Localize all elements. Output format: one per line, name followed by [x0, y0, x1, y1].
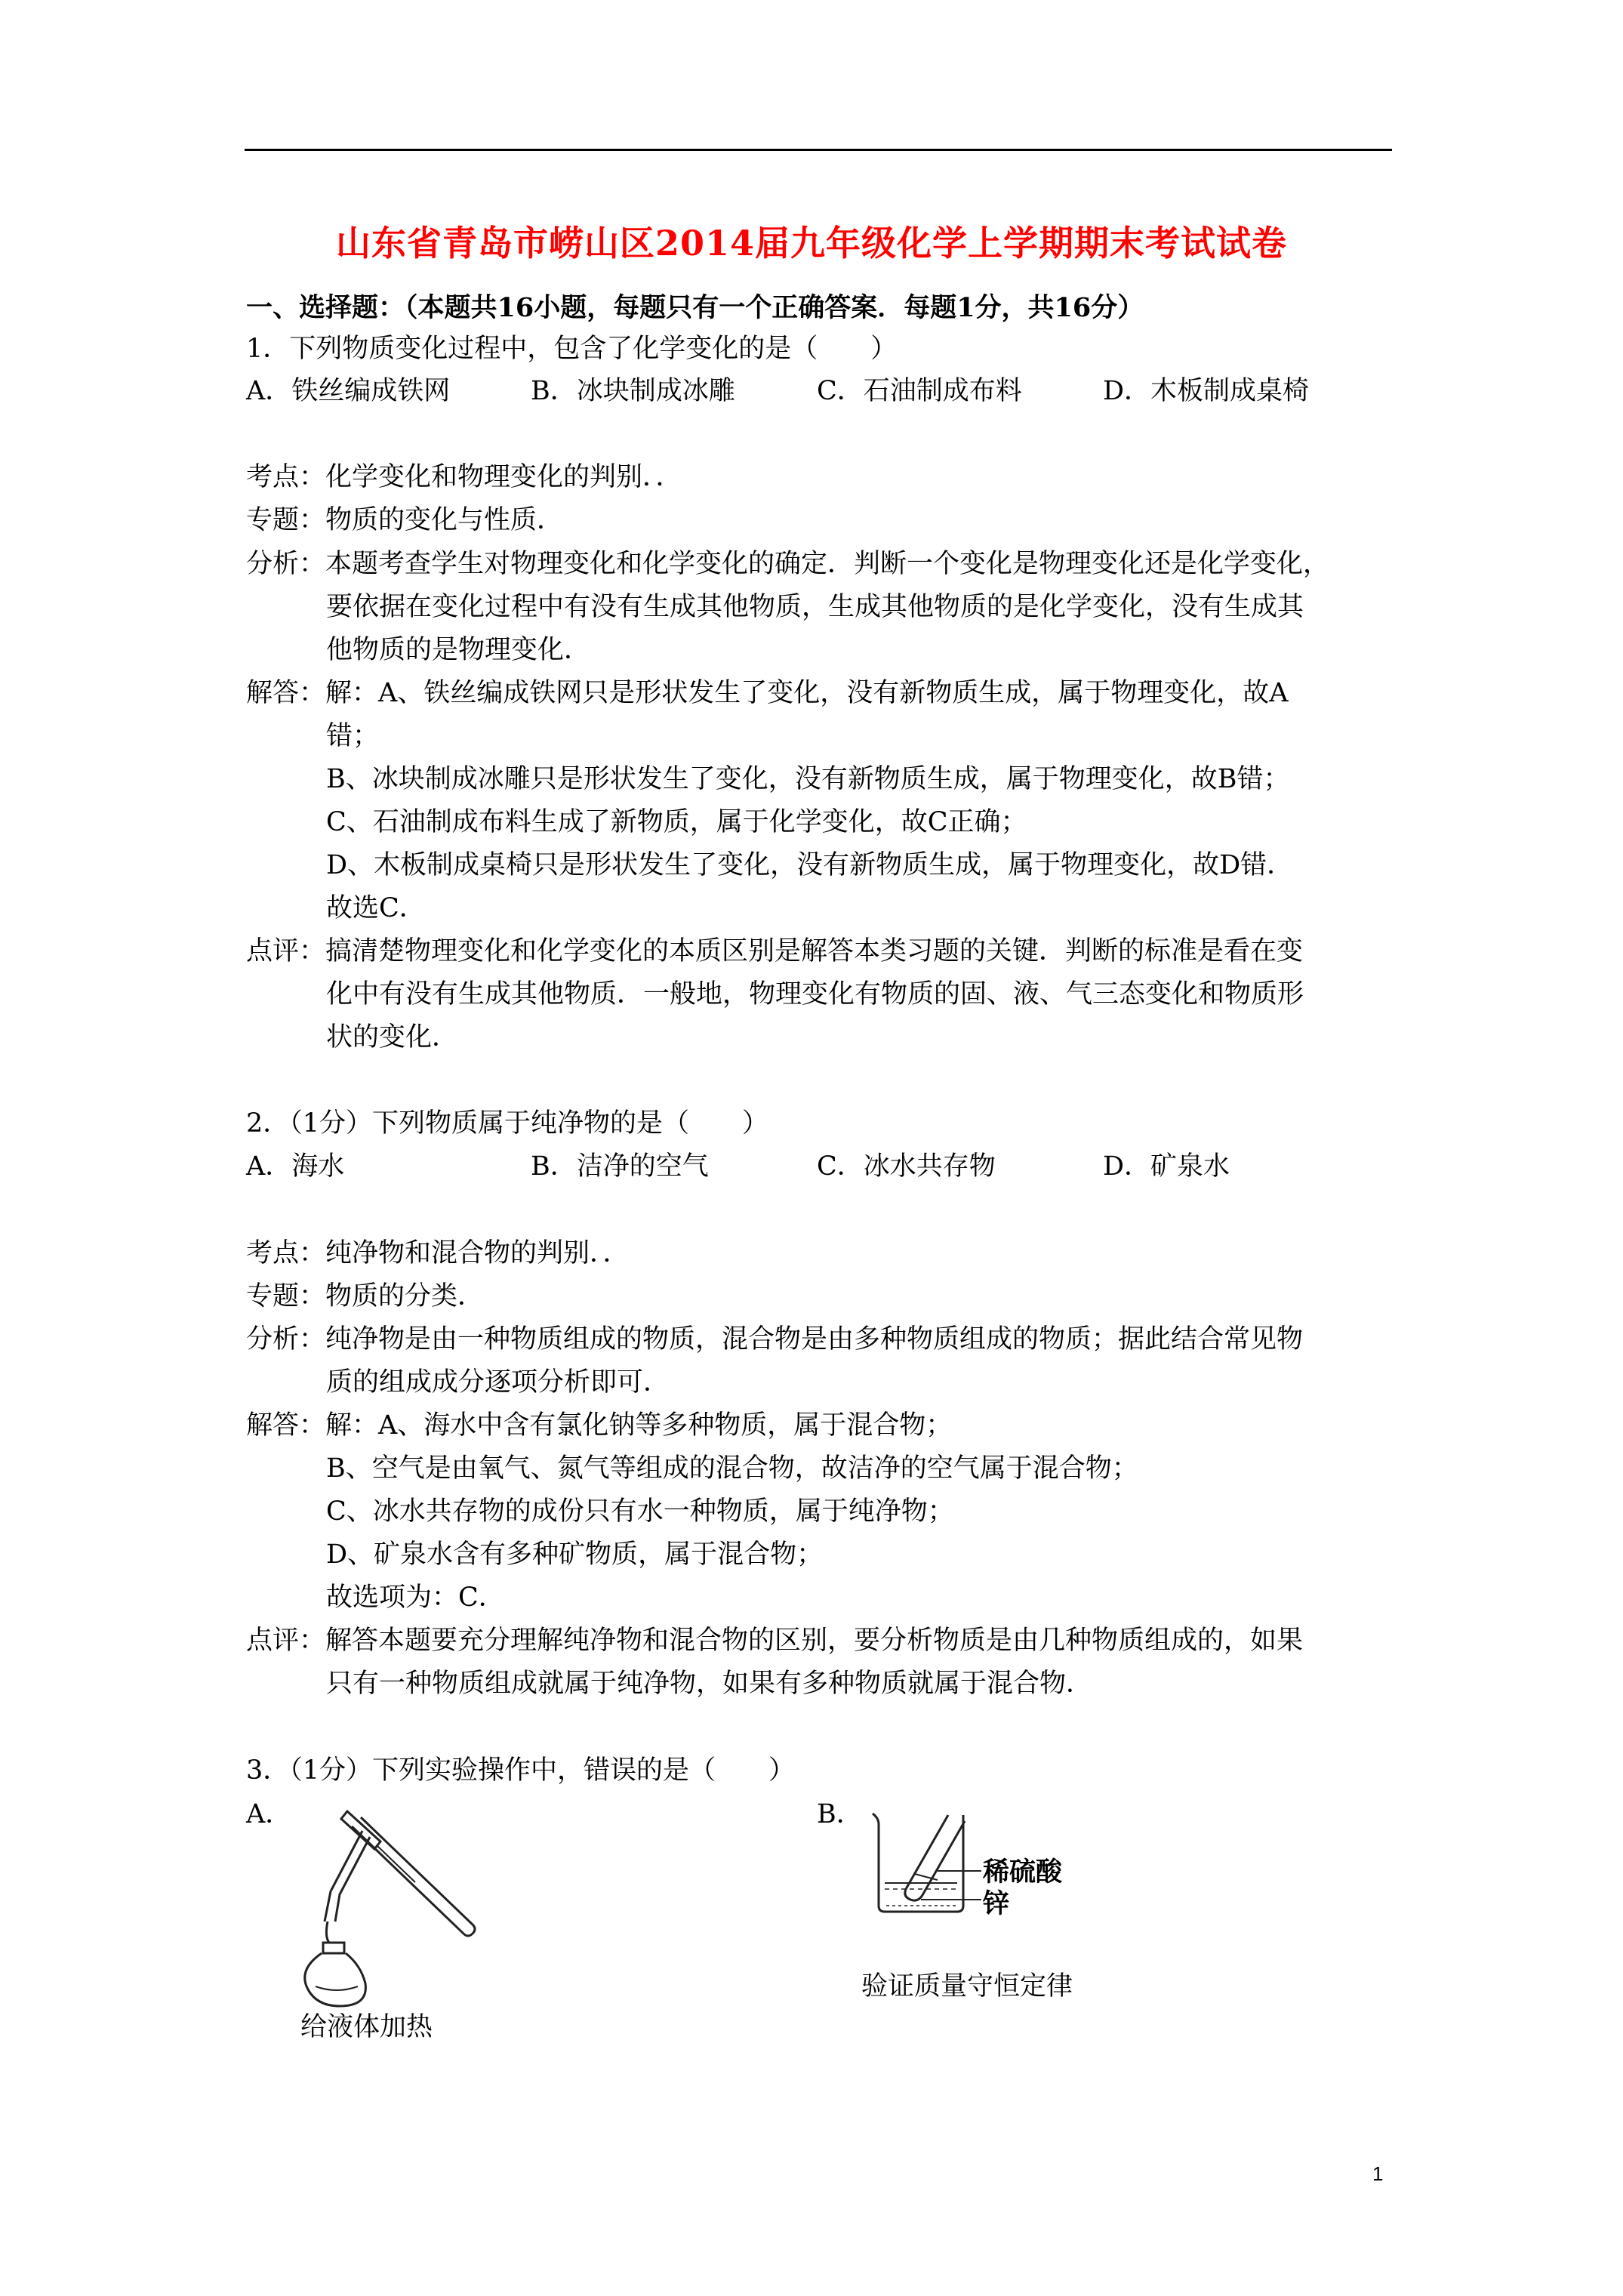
label-dilute-sulfuric-acid: 稀硫酸: [983, 1857, 1063, 1888]
q2-fenxi-line2: 质的组成成分逐项分析即可．: [326, 1367, 670, 1398]
q1-fenxi-line1: 分析：本题考查学生对物理变化和化学变化的确定．判断一个变化是物理变化还是化学变化，: [246, 549, 1330, 579]
q1-jieda-line3: B、冰块制成冰雕只是形状发生了变化，没有新物质生成，属于物理变化，故B错；: [326, 764, 1290, 794]
heating-liquid-figure: [302, 1808, 483, 2012]
q2-option-d: D．矿泉水: [1103, 1151, 1230, 1182]
beaker: [873, 1814, 963, 1912]
q2-option-b: B．洁净的空气: [531, 1151, 709, 1182]
q1-fenxi-line2: 要依据在变化过程中有没有生成其他物质，生成其他物质的是化学变化，没有生成其: [326, 592, 1304, 622]
page-title: 山东省青岛市崂山区2014届九年级化学上学期期末考试试卷: [335, 223, 1288, 264]
q2-stem: 2．（1分）下列物质属于纯净物的是（ ）: [246, 1108, 769, 1139]
q1-option-a: A．铁丝编成铁网: [246, 376, 451, 406]
test-tube: [352, 1817, 475, 1936]
q1-jieda-line5: D、木板制成桌椅只是形状发生了变化，没有新物质生成，属于物理变化，故D错．: [326, 850, 1294, 880]
q3-stem: 3．（1分）下列实验操作中，错误的是（ ）: [246, 1755, 796, 1786]
q2-jieda-line3: C、冰水共存物的成份只有水一种物质，属于纯净物；: [326, 1496, 954, 1527]
q3-caption-a: 给液体加热: [300, 2012, 433, 2042]
q3-option-b-letter: B．: [817, 1799, 863, 1829]
q1-kaodian: 考点：化学变化和物理变化的判别．．: [246, 462, 682, 492]
q2-fenxi-line1: 分析：纯净物是由一种物质组成的物质，混合物是由多种物质组成的物质；据此结合常见物: [246, 1324, 1304, 1354]
q1-jieda-line6: 故选C．: [326, 893, 426, 923]
q1-dianping-line3: 状的变化．: [326, 1022, 459, 1052]
section-heading: 一、选择题：（本题共16小题，每题只有一个正确答案．每题1分，共16分）: [246, 292, 1144, 323]
q1-dianping-line1: 点评：搞清楚物理变化和化学变化的本质区别是解答本类习题的关键．判断的标准是看在变: [246, 936, 1304, 966]
q2-jieda-line2: B、空气是由氧气、氮气等组成的混合物，故洁净的空气属于混合物；: [326, 1453, 1138, 1484]
q1-stem: 1．下列物质变化过程中，包含了化学变化的是（ ）: [246, 334, 898, 364]
q2-jieda-line5: 故选项为：C．: [326, 1583, 505, 1613]
q1-fenxi-line3: 他物质的是物理变化．: [326, 635, 591, 665]
q1-option-c: C．石油制成布料: [817, 376, 1022, 406]
q1-jieda-line2: 错；: [326, 721, 380, 751]
label-leaders: [921, 1871, 981, 1900]
q2-dianping-line1: 点评：解答本题要充分理解纯净物和混合物的区别，要分析物质是由几种物质组成的，如果: [246, 1626, 1304, 1656]
q2-option-a: A．海水: [246, 1151, 345, 1182]
page-number: 1: [1372, 2162, 1384, 2185]
q2-jieda-line4: D、矿泉水含有多种矿物质，属于混合物；: [326, 1539, 824, 1570]
q2-kaodian: 考点：纯净物和混合物的判别．．: [246, 1238, 630, 1268]
q2-dianping-line2: 只有一种物质组成就属于纯净物，如果有多种物质就属于混合物．: [326, 1669, 1093, 1699]
q1-jieda-line1: 解答：解：A、铁丝编成铁网只是形状发生了变化，没有新物质生成，属于物理变化，故A: [246, 678, 1289, 708]
q3-caption-b: 验证质量守恒定律: [861, 1971, 1073, 2002]
q1-option-b: B．冰块制成冰雕: [531, 376, 735, 406]
q1-zhuanti: 专题：物质的变化与性质．: [246, 505, 564, 535]
q1-option-d: D．木板制成桌椅: [1103, 376, 1310, 406]
inner-test-tube: [905, 1815, 965, 1900]
label-zinc: 锌: [983, 1889, 1010, 1919]
alcohol-lamp: [305, 1922, 366, 2006]
q2-jieda-line1: 解答：解：A、海水中含有氯化钠等多种物质，属于混合物；: [246, 1410, 953, 1441]
q2-option-c: C．冰水共存物: [817, 1151, 996, 1182]
q3-option-a-letter: A．: [246, 1799, 292, 1829]
q1-dianping-line2: 化中有没有生成其他物质．一般地，物理变化有物质的固、液、气三态变化和物质形: [326, 979, 1304, 1009]
header-rule: [245, 149, 1392, 151]
q2-zhuanti: 专题：物质的分类．: [246, 1281, 485, 1311]
q1-jieda-line4: C、石油制成布料生成了新物质，属于化学变化，故C正确；: [326, 807, 1027, 837]
